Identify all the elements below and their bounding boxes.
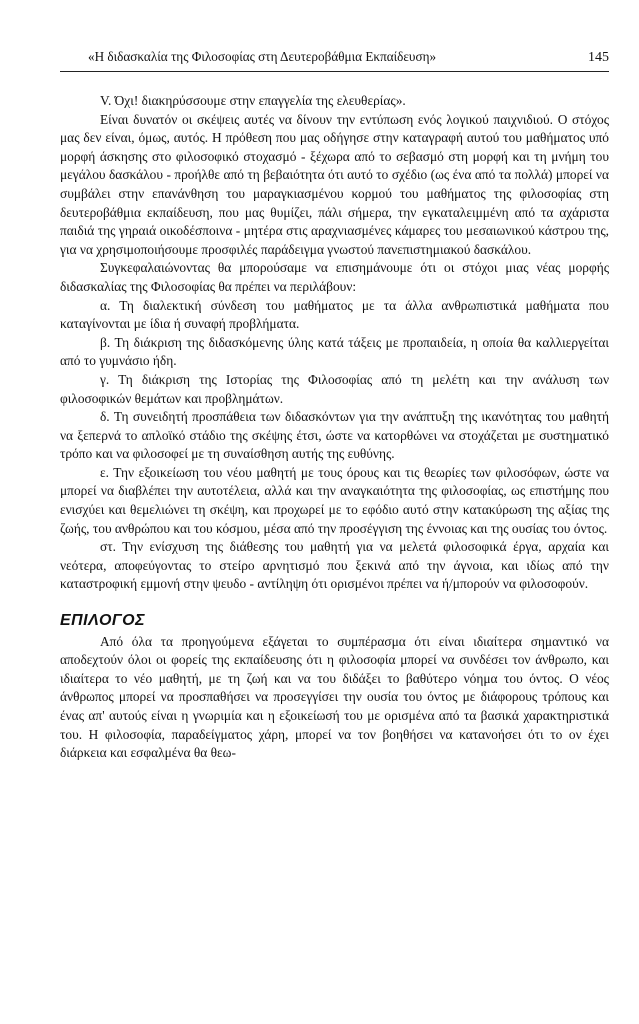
paragraph: Από όλα τα προηγούμενα εξάγεται το συμπέρασμα ότι είναι ιδιαίτερα σημαντικό να αποδεχτούν όλοι οι φορείς της εκπαίδευσης ότι η φιλοσοφία μπορεί να συνδέσει τον άνθρωπο, και ιδιαίτερα το νέο μαθητή, με τη ζωή και να του διδάξει το βαθύτερο νόημα του όντος. Ο νέος άνθρωπος μπορεί να προσπαθήσει να προσεγγίσει την ουσία του όντος με διάφορους τρόπους και ένας απ' αυτούς είναι η γνωριμία και η εξοικείωσή του με ορισμένα από τα βασικά χαρακτηριστικά του. Η φιλοσοφία, παραδείγματος χάρη, μπορεί να τον βοηθήσει να κατανοήσει ότι το ον έχει διάρκεια και εσφαλμένα θα θεω- (60, 633, 609, 761)
section-heading-v: V. Όχι! διακηρύσσουμε στην επαγγελία της ελευθερίας». (100, 93, 406, 108)
running-header (60, 49, 609, 72)
running-title: «Η διδασκαλία της Φιλοσοφίας στη Δευτεροβάθμια Εκπαίδευση» (88, 49, 437, 64)
list-item-c: γ. Τη διάκριση της Ιστορίας της Φιλοσοφίας από τη μελέτη και την ανάλυση των φιλοσοφικών θεμάτων και προβλημάτων. (60, 371, 609, 406)
list-item-a: α. Τη διαλεκτική σύνδεση του μαθήματος με τα άλλα ανθρωπιστικά μαθήματα που καταγίνονται με ίδια ή συναφή προβλήματα. (60, 297, 609, 332)
paragraph: Είναι δυνατόν οι σκέψεις αυτές να δίνουν την εντύπωση ενός λογικού παιχνιδιού. Ο στόχος μας δεν είναι, όμως, αυτός. Η πρόθεση που μας οδήγησε στην καταγραφή αυτού του μαθήματος υπό μορφή άσκησης στο φιλοσοφικό στοχασμό - ξέχωρα από το σεβασμό στη μορφή και τη μνήμη του μεγάλου δασκάλου - προήλθε από τη βεβαιότητα ότι αυτό το σχέδιο (ως ένα από τα πολλά) μπορεί να συμβάλει στην επανάνθηση του μαραγκιασμένου κορμού του μαθήματος της φιλοσοφίας στη δευτεροβάθμια εκπαίδευση, που μας θυμίζει, πάλι σήμερα, την εγκαταλειμμένη από τα αχάριστα παιδιά της γηραιά οικοδέσποινα - μητέρα στις αραχνιασμένες κάμαρες του μεσαιωνικού κάστρου της, για να χρησιμοποιήσουμε προσφιλές παράδειγμα γνωστού πανεπιστημιακού δασκάλου. (60, 111, 609, 257)
list-item-b: β. Τη διάκριση της διδασκόμενης ύλης κατά τάξεις με προπαιδεία, η οποία θα καλλιεργείται από το γυμνάσιο ήδη. (60, 334, 609, 369)
body-text (60, 92, 609, 763)
list-item-e: ε. Την εξοικείωση του νέου μαθητή με τους όρους και τις θεωρίες των φιλοσόφων, ώστε να μπορεί να διαβλέπει την αυτοτέλεια, αλλά και την αναγκαιότητα της φιλοσοφίας, ως επιστήμης που ενισχύει και θεμελιώνει τη σκέψη, και προχωρεί με το εφόδιο αυτό στην κατακύρωση της αξίας της ζωής, του ανθρώπου και του κόσμου, μέσα από την προσέγγιση της έννοιας και της ουσίας του όντος. (60, 464, 609, 536)
paragraph: Συγκεφαλαιώνοντας θα μπορούσαμε να επισημάνουμε ότι οι στόχοι μιας νέας μορφής διδασκαλίας της Φιλοσοφίας θα πρέπει να περιλάβουν: (60, 260, 609, 294)
epilogue-heading: ΕΠΙΛΟΓΟΣ (60, 612, 146, 630)
list-item-d: δ. Τη συνειδητή προσπάθεια των διδασκόντων για την ανάπτυξη της ικανότητας του μαθητή να ξεπερνά το απλοϊκό στάδιο της σκέψης έτσι, ώστε να κατορθώνει να στοχάζεται με συστηματικό τρόπο και να φιλοσοφεί με τη συναίσθηση αυτής της ευθύνης. (60, 409, 609, 462)
list-item-st: στ. Την ενίσχυση της διάθεσης του μαθητή για να μελετά φιλοσοφικά έργα, αρχαία και νεότερα, αποφεύγοντας το στείρο αρνητισμό που ξεκινά από την άγνοια, και ιδίως από την καταστροφική εμμονή στην ψευδο - αντίληψη ότι ορισμένοι πρέπει να ή/μπορούν να φιλοσοφούν. (60, 539, 609, 592)
page-number: 145 (588, 50, 609, 65)
